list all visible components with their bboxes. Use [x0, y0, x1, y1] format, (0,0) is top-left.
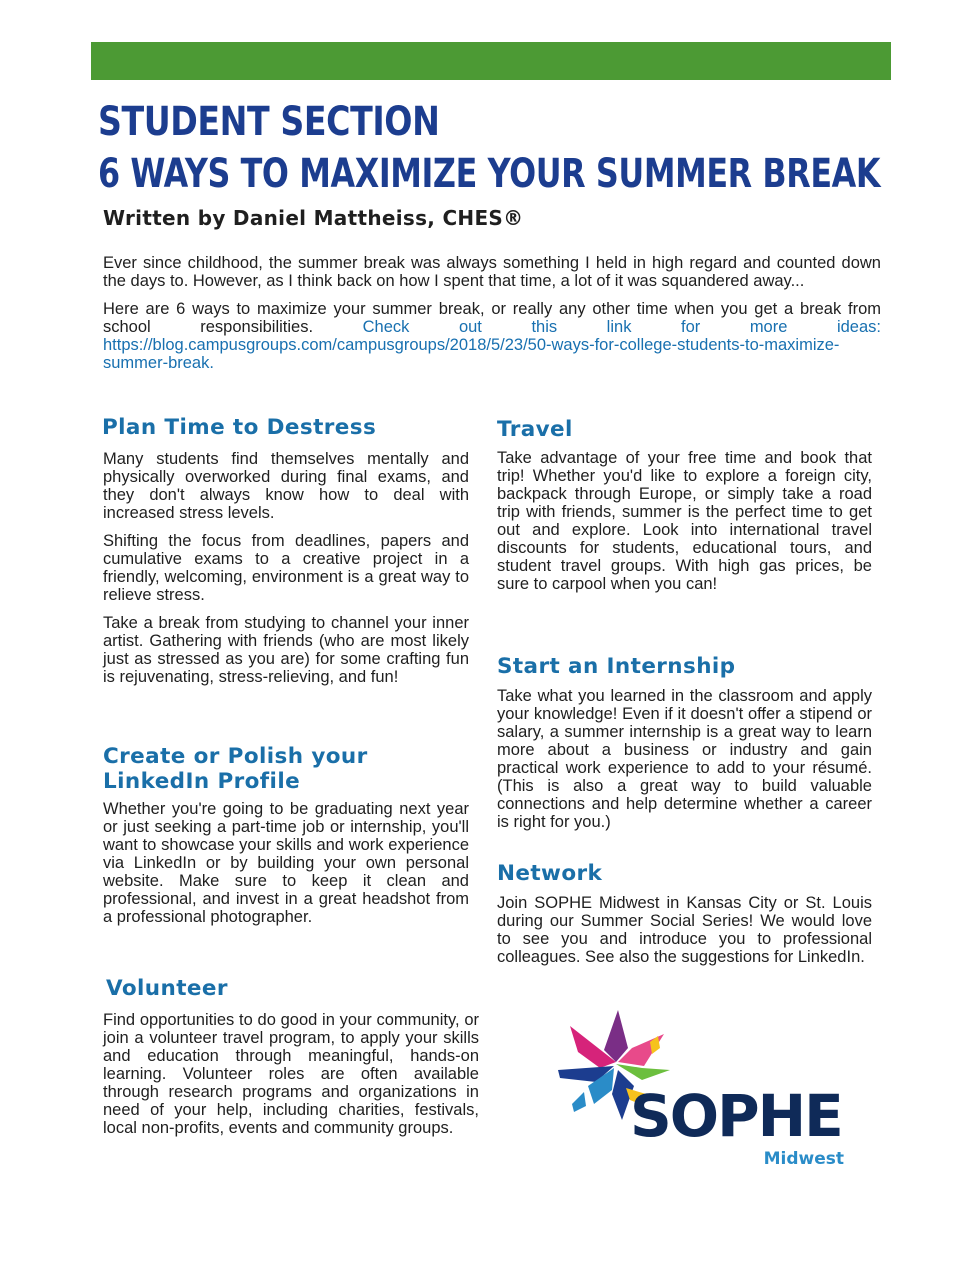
ideas-link[interactable]: Check out this link for more ideas: https://blog.campusgroups.com/campusgroups/2018/5/23/50-ways-for-college-students-to-maximize-summer-break. [103, 318, 881, 372]
section-travel [497, 417, 872, 603]
section-heading: Network [497, 861, 603, 886]
intro-text: Here are 6 ways to maximize your summer break, or really any other time when you get a break from school responsibilities. [103, 300, 881, 336]
heading-line: LinkedIn Profile [103, 769, 301, 794]
section-heading: Travel [497, 417, 573, 442]
heading-line: Create or Polish your [103, 744, 368, 769]
section-paragraph: Take advantage of your free time and book that trip! Whether you'd like to explore a foreign city, backpack through Europe, or simply take a road trip with friends, summer is the perfect time to get out and explore. Look into international travel discounts for students, educational tours, and student travel groups. With high gas prices, be sure to carpool when you can! [497, 449, 872, 593]
author-byline: Written by Daniel Mattheiss, CHES® [103, 206, 524, 230]
intro-paragraph-ideas [103, 300, 881, 372]
top-accent-bar [91, 42, 891, 80]
page-title: 6 WAYS TO MAXIMIZE YOUR SUMMER BREAK [98, 151, 881, 197]
section-paragraph: Take a break from studying to channel your inner artist. Gathering with friends (who are most likely just as stressed as you are) for some crafting fun is rejuvenating, stress-relieving, and fun! [103, 614, 469, 686]
section-network [497, 861, 872, 976]
section-linkedin [103, 744, 469, 936]
section-paragraph: Take what you learned in the classroom and apply your knowledge! Even if it doesn't offer a stipend or salary, a summer internship is a great way to learn more about a business or industry and gain practical work experience to add to your résumé. (This is also a great way to build valuable connections and help determine whether a career is right for you.) [497, 687, 872, 831]
section-heading: Plan Time to Destress [102, 415, 377, 440]
intro [103, 254, 881, 382]
section-heading: Volunteer [106, 976, 228, 1001]
section-volunteer [103, 976, 479, 1147]
section-label: STUDENT SECTION [98, 99, 440, 145]
section-paragraph: Many students find themselves mentally and physically overworked during final exams, and they don't always know how to deal with increased stress levels. [103, 450, 469, 522]
section-internship [497, 654, 872, 841]
section-heading [103, 744, 469, 794]
sophe-midwest-logo [556, 1008, 856, 1174]
logo-wordmark: SOPHE [630, 1082, 842, 1150]
section-destress [103, 415, 469, 696]
section-paragraph: Join SOPHE Midwest in Kansas City or St. Louis during our Summer Social Series! We would love to see you and introduce you to professional colleagues. See also the suggestions for LinkedIn. [497, 894, 872, 966]
section-heading: Start an Internship [497, 654, 736, 679]
section-paragraph: Find opportunities to do good in your community, or join a volunteer travel program, to apply your skills and education through meaningful, hands-on learning. Volunteer roles are often available through research programs and organizations in need of your help, including charities, festivals, local non-profits, events and community groups. [103, 1011, 479, 1137]
logo-subtitle: Midwest [763, 1149, 844, 1169]
section-paragraph: Shifting the focus from deadlines, papers and cumulative exams to a creative project in a friendly, welcoming, environment is a great way to relieve stress. [103, 532, 469, 604]
intro-paragraph: Ever since childhood, the summer break was always something I held in high regard and counted down the days to. However, as I think back on how I spent that time, a lot of it was squandered away... [103, 254, 881, 290]
section-paragraph: Whether you're going to be graduating next year or just seeking a part-time job or internship, you'll want to showcase your skills and work experience via LinkedIn or by building your own personal website. Make sure to keep it clean and professional, and invest in a great headshot from a professional photographer. [103, 800, 469, 926]
